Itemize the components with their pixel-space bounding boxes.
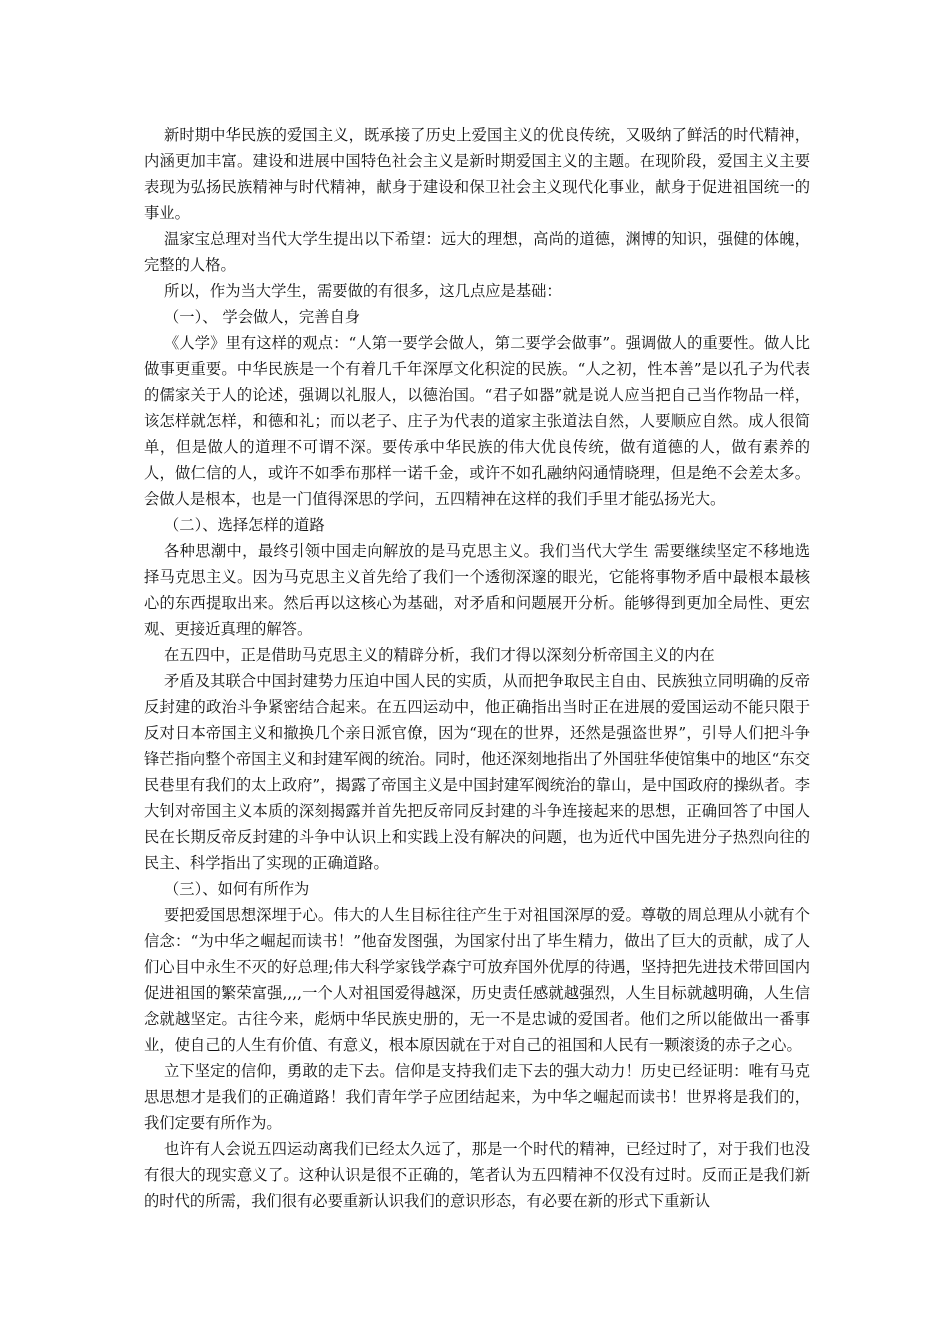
paragraph-1: 新时期中华民族的爱国主义，既承接了历史上爱国主义的优良传统，又吸纳了鲜活的时代精神，内涵更加丰富。建设和进展中国特色社会主义是新时期爱国主义的主题。在现阶段，爱国主义主要表现为弘扬民族精神与时代精神，献身于建设和保卫社会主义现代化事业，献身于促进祖国统一的事业。 — [144, 126, 810, 222]
section-heading-3: （三）、如何有所作为 — [164, 880, 310, 898]
paragraph-10: 也许有人会说五四运动离我们已经太久远了，那是一个时代的精神，已经过时了，对于我们也没有很大的现实意义了。这种认识是很不正确的，笔者认为五四精神不仅没有过时。反而正是我们新的时代的所需，我们很有必要重新认识我们的意识形态，有必要在新的形式下重新认 — [144, 1140, 810, 1210]
paragraph-5: 各种思潮中，最终引领中国走向解放的是马克思主义。我们当代大学生 需要继续坚定不移地选择马克思主义。因为马克思主义首先给了我们一个透彻深邃的眼光，它能将事物矛盾中最根本最核心的东西提取出来。然后再以这核心为基础，对矛盾和问题展开分析。能够得到更加全局性、更宏观、更接近真理的解答。 — [144, 542, 810, 638]
paragraph-6: 在五四中，正是借助马克思主义的精辟分析，我们才得以深刻分析帝国主义的内在 — [164, 646, 715, 664]
paragraph-4: 《人学》里有这样的观点：“人第一要学会做人，第二要学会做事”。强调做人的重要性。做人比做事更重要。中华民族是一个有着几千年深厚文化积淀的民族。“人之初，性本善”是以孔子为代表的儒家关于人的论述，强调以礼服人，以德治国。“君子如器”就是说人应当把自己当作物品一样，该怎样就怎样，和德和礼；而以老子、庄子为代表的道家主张道法自然，人要顺应自然。成人很简单，但是做人的道理不可谓不深。要传承中华民族的伟大优良传统，做有道德的人，做有素养的人，做仁信的人，或许不如季布那样一诺千金，或许不如孔融纳闷通情晓理，但是绝不会差太多。会做人是根本，也是一门值得深思的学问，五四精神在这样的我们手里才能弘扬光大。 — [144, 334, 810, 508]
paragraph-8: 要把爱国思想深埋于心。伟大的人生目标往往产生于对祖国深厚的爱。尊敬的周总理从小就有个信念：“为中华之崛起而读书！”他奋发图强，为国家付出了毕生精力，做出了巨大的贡献，成了人们心目中永生不灭的好总理;伟大科学家钱学森宁可放弃国外优厚的待遇，坚持把先进技术带回国内促进祖国的繁荣富强,,,,一个人对祖国爱得越深，历史责任感就越强烈，人生目标就越明确，人生信念就越坚定。古往今来，彪炳中华民族史册的，无一不是忠诚的爱国者。他们之所以能做出一番事业，使自己的人生有价值、有意义，根本原因就在于对自己的祖国和人民有一颗滚烫的赤子之心。 — [144, 906, 810, 1054]
paragraph-7: 矛盾及其联合中国封建势力压迫中国人民的实质，从而把争取民主自由、民族独立同明确的反帝反封建的政治斗争紧密结合起来。在五四运动中，他正确指出当时正在进展的爱国运动不能只限于反对日本帝国主义和撤换几个亲日派官僚，因为“现在的世界，还然是强盗世界”，引导人们把斗争锋芒指向整个帝国主义和封建军阀的统治。同时，他还深刻地指出了外国驻华使馆集中的地区“东交民巷里有我们的太上政府”，揭露了帝国主义是中国封建军阀统治的靠山，是中国政府的操纵者。李大钊对帝国主义本质的深刻揭露并首先把反帝同反封建的斗争连接起来的思想，正确回答了中国人民在长期反帝反封建的斗争中认识上和实践上没有解决的问题，也为近代中国先进分子热烈向往的民主、科学指出了实现的正确道路。 — [144, 672, 810, 872]
section-heading-1: （一）、 学会做人，完善自身 — [164, 308, 361, 326]
paragraph-2: 温家宝总理对当代大学生提出以下希望：远大的理想，高尚的道德，渊博的知识，强健的体魄，完整的人格。 — [144, 230, 810, 274]
paragraph-9: 立下坚定的信仰，勇敢的走下去。信仰是支持我们走下去的强大动力！历史已经证明：唯有马克思思想才是我们的正确道路！我们青年学子应团结起来，为中华之崛起而读书！世界将是我们的，我们定要有所作为。 — [144, 1062, 810, 1132]
paragraph-3: 所以，作为当大学生，需要做的有很多，这几点应是基础： — [164, 282, 562, 300]
section-heading-2: （二）、选择怎样的道路 — [164, 516, 325, 534]
